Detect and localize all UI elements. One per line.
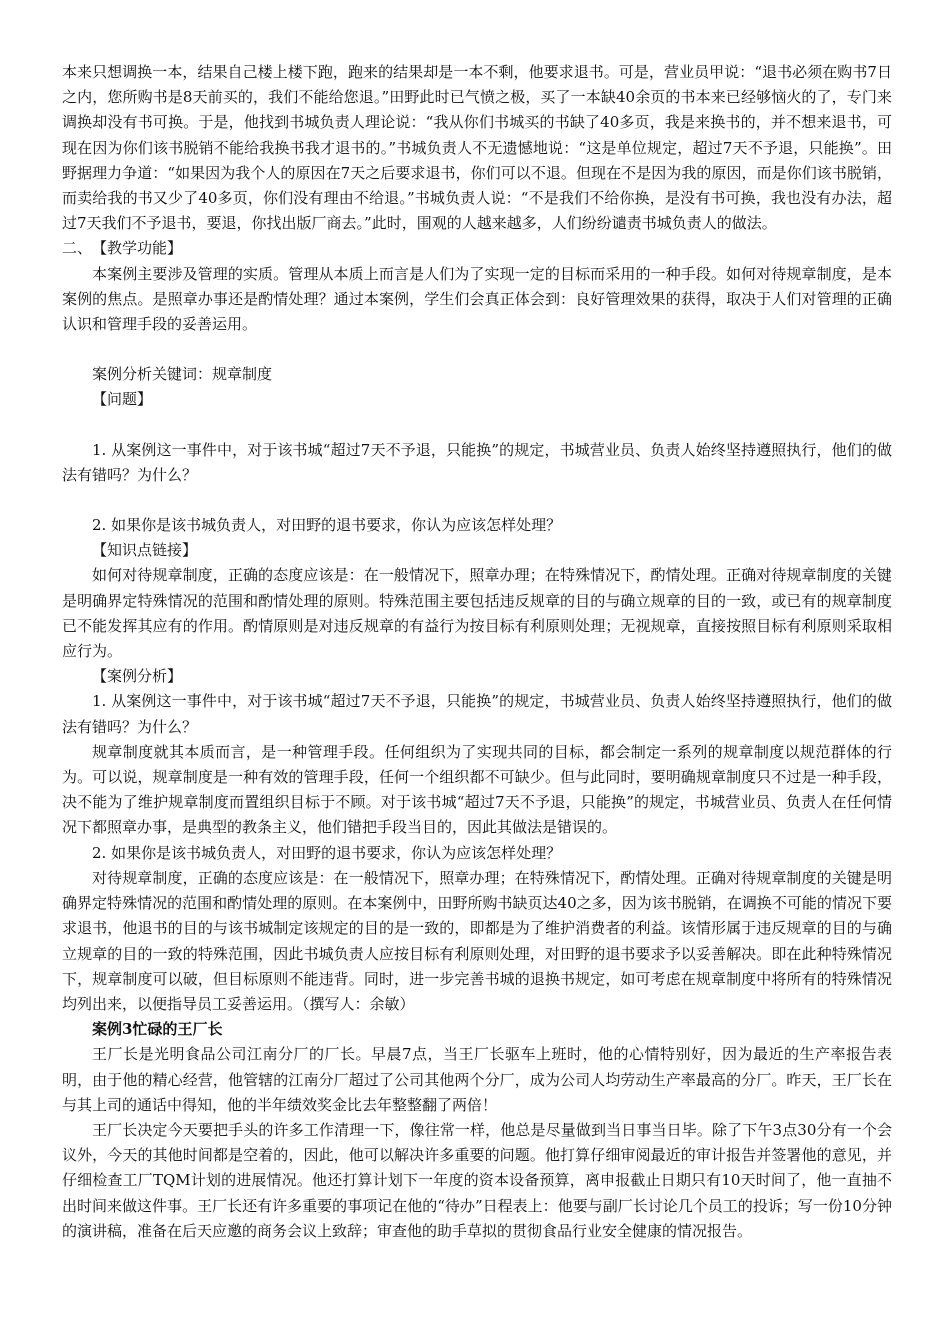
question-1: 1. 从案例这一事件中，对于该书城“超过7天不予退，只能换”的规定，书城营业员、负责人始终坚持遵照执行，他们的做法有错吗？为什么？ [62, 440, 892, 484]
analysis-answer-1: 规章制度就其本质而言，是一种管理手段。任何组织为了实现共同的目标，都会制定一系列的规章制度以规范群体的行为。可以说，规章制度是一种有效的管理手段，任何一个组织都不可缺少。但与此同时，要明确规章制度只不过是一种手段，决不能为了维护规章制度而置组织目标于不顾。对于该书城“超过7天不予退，只能换”的规定，书城营业员、负责人在任何情况下都照章办事，是典型的教条主义，他们错把手段当目的，因此其做法是错误的。 [62, 742, 892, 837]
analysis-question-2: 2. 如果你是该书城负责人，对田野的退书要求，你认为应该怎样处理？ [92, 843, 562, 862]
blank-line [62, 413, 892, 438]
case-3-paragraph-2: 王厂长决定今天要把手头的许多工作清理一下，像往常一样，他总是尽量做到当日事当日毕。除了下午3点30分有一个会议外，今天的其他时间都是空着的，因此，他可以解决许多重要的问题。他打算仔细审阅最近的审计报告并签署他的意见，并仔细检查工厂TQM计划的进展情况。他还打算计划下一年度的资本设备预算，离申报截止日期只有10天时间了，他一直抽不出时间来做这件事。王厂长还有许多重要的事项记在他的“待办”日程表上：他要与副厂长讨论几个员工的投诉；写一份10分钟的演讲稿，准备在后天应邀的商务会议上致辞；审查他的助手草拟的贯彻食品行业安全健康的情况报告。 [62, 1120, 892, 1240]
analysis-answer-2: 对待规章制度，正确的态度应该是：在一般情况下，照章办理；在特殊情况下，酌情处理。正确对待规章制度的关键是明确界定特殊情况的范围和酌情处理的原则。在本案例中，田野所购书缺页达40之多，因为该书脱销，在调换不可能的情况下要求退书，他退书的目的与该书城制定该规定的目的是一致的，即都是为了维护消费者的利益。该情形属于违反规章的目的与确立规章的目的一致的特殊范围，因此书城负责人应按目标有利原则处理，对田野的退书要求予以妥善解决。即在此种特殊情况下，规章制度可以破，但目标原则不能违背。同时，进一步完善书城的退换书规定，如可考虑在规章制度中将所有的特殊情况均列出来，以便指导员工妥善运用。（撰写人：余敏） [62, 868, 892, 1013]
knowledge-link-paragraph: 如何对待规章制度，正确的态度应该是：在一般情况下，照章办理；在特殊情况下，酌情处理。正确对待规章制度的关键是明确界定特殊情况的范围和酌情处理的原则。特殊范围主要包括违反规章的目的与确立规章的目的一致，或已有的规章制度已不能发挥其应有的作用。酌情原则是对违反规章的有益行为按目标有利原则处理；无视规章，直接按照目标有利原则采取相应行为。 [62, 566, 892, 661]
case-3-title: 案例3忙碌的王厂长 [92, 1020, 223, 1039]
document-page [62, 60, 892, 1244]
questions-heading: 【问题】 [92, 390, 153, 409]
case-narrative-paragraph: 本来只想调换一本，结果自己楼上楼下跑，跑来的结果却是一本不剩，他要求退书。可是，营业员甲说：“退书必须在购书7日之内，您所购书是8天前买的，我们不能给您退。”田野此时已气愤之极，买了一本缺40余页的书本来已经够恼火的了，专门来调换却没有书可换。于是，他找到书城负责人理论说：“我从你们书城买的书缺了40多页，我是来换书的，并不想来退书，可现在因为你们该书脱销不能给我换书我才退书的。”书城负责人不无遗憾地说：“这是单位规定，超过7天不予退，只能换”。田野据理力争道：“如果因为我个人的原因在7天之后要求退书，你们可以不退。但现在不是因为我的原因，而是你们该书脱销，而卖给我的书又少了40多页，你们没有理由不给退。”书城负责人说：“不是我们不给你换，是没有书可换，我也没有办法，超过7天我们不予退书，要退，你找出版厂商去。”此时，围观的人越来越多，人们纷纷谴责书城负责人的做法。 [62, 63, 892, 233]
keywords-line: 案例分析关键词：规章制度 [92, 365, 273, 384]
case-analysis-heading: 【案例分析】 [92, 667, 183, 686]
analysis-question-1: 1. 从案例这一事件中，对于该书城“超过7天不予退，只能换”的规定，书城营业员、负责人始终坚持遵照执行，他们的做法有错吗？为什么？ [62, 692, 892, 736]
teaching-function-heading: 二、 【教学功能】 [62, 239, 183, 258]
blank-line [62, 488, 892, 513]
knowledge-link-heading: 【知识点链接】 [92, 541, 198, 560]
question-2: 2. 如果你是该书城负责人，对田野的退书要求，你认为应该怎样处理？ [92, 516, 562, 535]
case-3-paragraph-1: 王厂长是光明食品公司江南分厂的厂长。早晨7点，当王厂长驱车上班时，他的心情特别好，因为最近的生产率报告表明，由于他的精心经营，他管辖的江南分厂超过了公司其他两个分厂，成为公司人均劳动生产率最高的分厂。昨天，王厂长在与其上司的通话中得知，他的半年绩效奖金比去年整整翻了两倍！ [62, 1045, 892, 1114]
blank-line [62, 337, 892, 362]
teaching-function-paragraph: 本案例主要涉及管理的实质。管理从本质上而言是人们为了实现一定的目标而采用的一种手段。如何对待规章制度，是本案例的焦点。是照章办事还是酌情处理？通过本案例，学生们会真正体会到：良好管理效果的获得，取决于人们对管理的正确认识和管理手段的妥善运用。 [62, 264, 892, 334]
